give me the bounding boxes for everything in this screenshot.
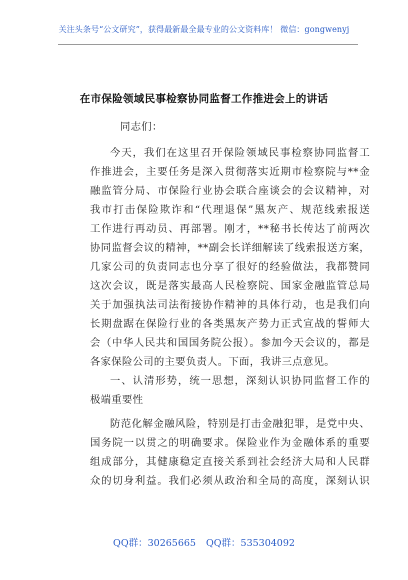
document-title: 在市保险领域民事检察协同监督工作推进会上的讲话 — [79, 93, 329, 105]
section-heading-line: 一、认清形势，统一思想，深刻认识协同监督工作的 — [110, 375, 370, 387]
body-line: 会（中华人民共和国国务院公报）。参加今天会议的，都是 — [90, 337, 370, 349]
header-promo-note: 关注头条号“公文研究”，获得最新最全最专业的公文资料库！ 微信：gongwenyj — [58, 25, 350, 34]
section-heading-line: 极端重要性 — [90, 394, 144, 406]
body-line: 这次会议，既是落实最高人民检察院、国家金融监管总局 — [90, 280, 370, 292]
body-line: 组成部分，其健康稳定直接关系到社会经济大局和人民群 — [90, 456, 370, 468]
footer-qq-groups — [0, 535, 408, 549]
body-line: 作推进会，主要任务是深入贯彻落实近期市检察院与**金 — [90, 166, 370, 178]
body-line: 各家保险公司的主要负责人。下面，我讲三点意见。 — [90, 356, 335, 368]
body-line: 我市打击保险欺诈和“代理退保”黑灰产、规范线索报送 — [90, 204, 370, 216]
body-line: 融监管分局、市保险行业协会联合座谈会的会议精神，对 — [90, 185, 370, 197]
header-divider — [58, 44, 358, 45]
body-line: 众的切身利益。我们必须从政治和全局的高度，深刻认识 — [90, 475, 370, 487]
body-line: 关于加强执法司法衔接协作精神的具体行动，也是我们向 — [90, 299, 370, 311]
body-line: 协同监督会议的精神，**副会长详细解读了线索报送方案， — [90, 242, 370, 254]
footer-qq-group-2: QQ群：535304092 — [205, 538, 295, 549]
body-line: 防范化解金融风险，特别是打击金融犯罪，是党中央、 — [110, 418, 370, 430]
body-line: 国务院一以贯之的明确要求。保险业作为金融体系的重要 — [90, 437, 370, 449]
body-line: 几家公司的负责同志也分享了很好的经验做法，我都赞同 — [90, 261, 370, 273]
footer-qq-group-1: QQ群：30265665 — [113, 538, 196, 549]
salutation-line: 同志们： — [120, 121, 163, 133]
body-line: 工作进行再动员、再部署。刚才，**秘书长传达了前两次 — [90, 223, 370, 235]
body-line: 今天，我们在这里召开保险领域民事检察协同监督工 — [110, 147, 370, 159]
body-line: 长期盘踞在保险行业的各类黑灰产势力正式宣战的誓师大 — [90, 318, 370, 330]
